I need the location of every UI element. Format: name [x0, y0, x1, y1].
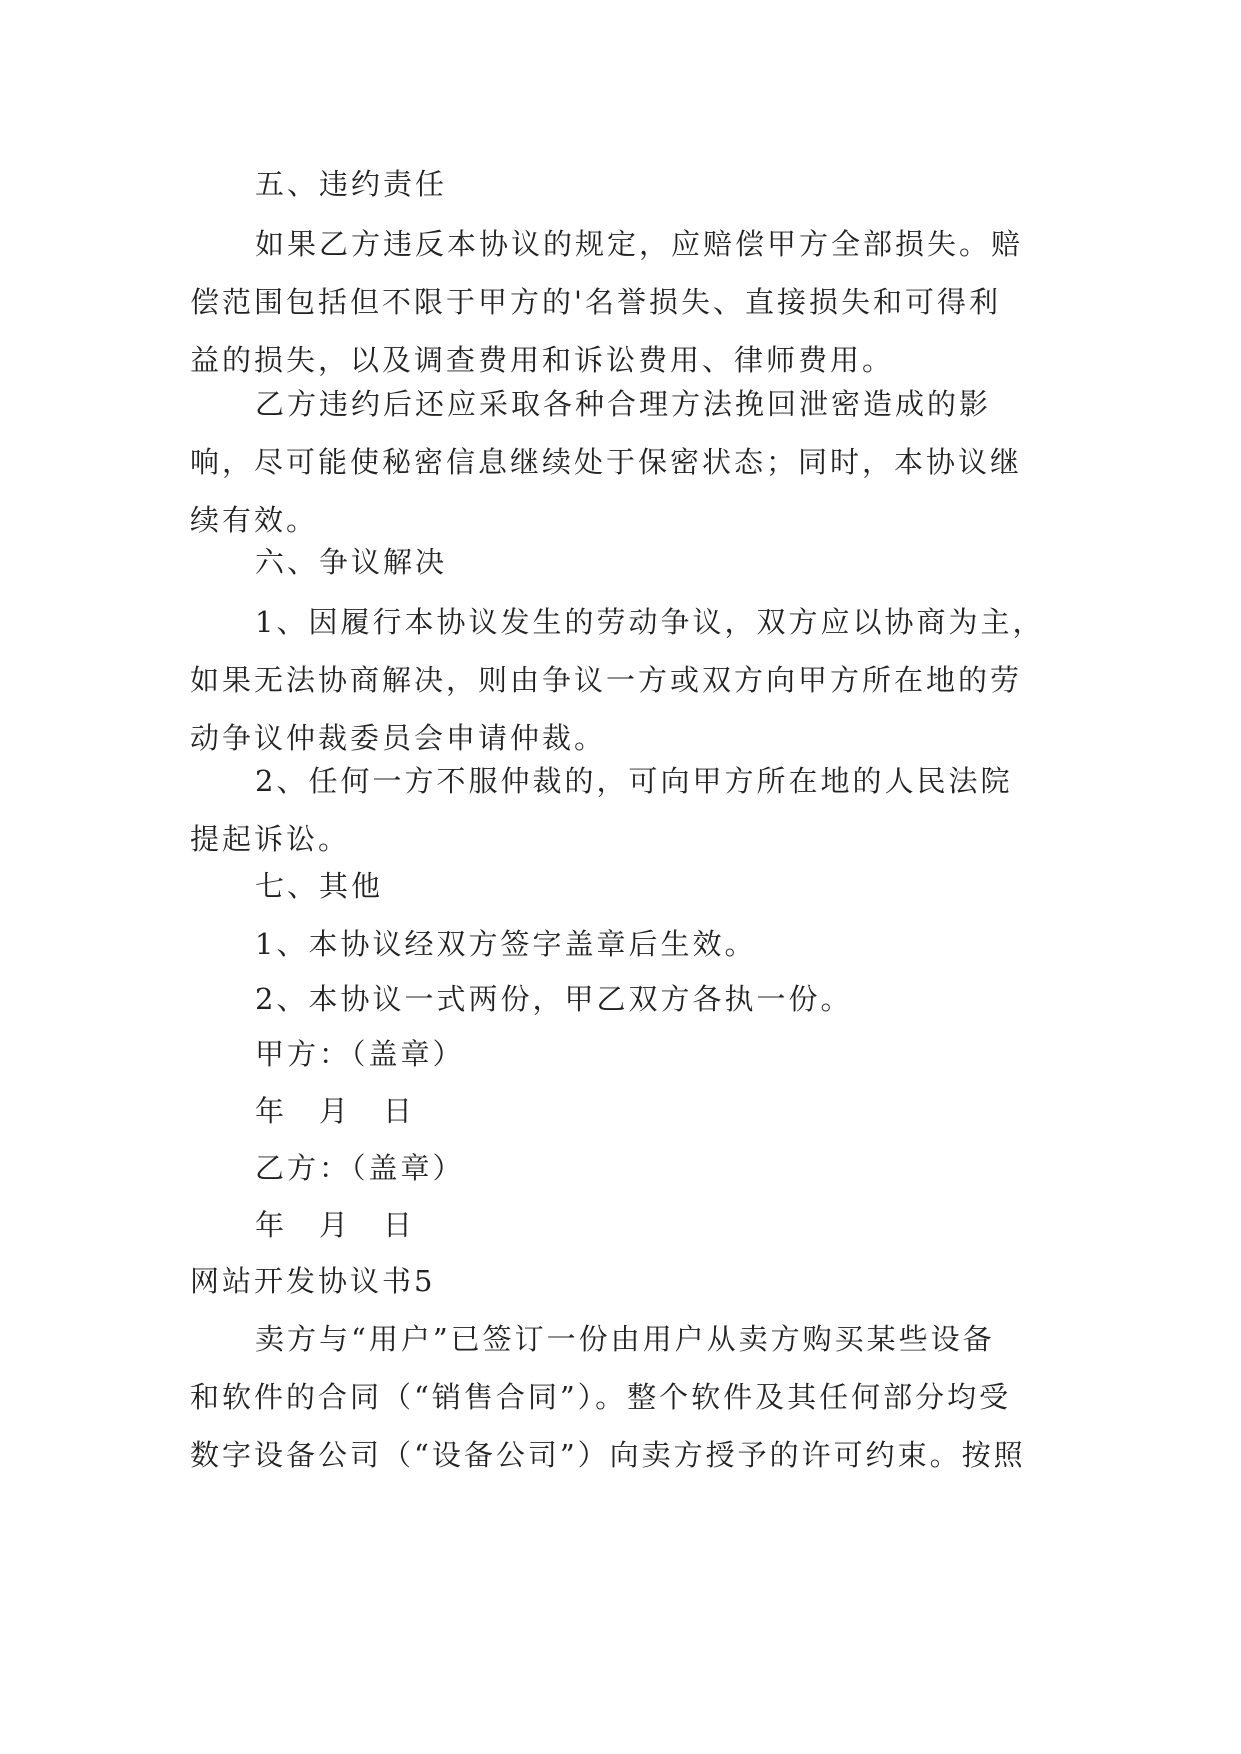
section-heading-other: 七、其他	[255, 869, 384, 903]
signature-party-a: 甲方：（盖章）	[255, 1037, 465, 1071]
document-title: 网站开发协议书5	[190, 1264, 436, 1298]
signature-party-b-date: 年 月 日	[255, 1208, 416, 1242]
signature-party-a-date: 年 月 日	[255, 1094, 416, 1128]
paragraph-arbitration: 1、因履行本协议发生的劳动争议，双方应以协商为主， 如果无法协商解决，则由争议一方或双方向甲方所在地的劳 动争议仲裁委员会申请仲裁。	[190, 605, 1045, 755]
paragraph-litigation: 2、任何一方不服仲裁的，可向甲方所在地的人民法院 提起诉讼。	[190, 764, 1013, 856]
paragraph-remedy: 乙方违约后还应采取各种合理方法挽回泄密造成的影 响，尽可能使秘密信息继续处于保密状态；同时，本协议继 续有效。	[190, 387, 1023, 537]
paragraph-copies: 2、本协议一式两份，甲乙双方各执一份。	[255, 982, 853, 1016]
section-heading-breach: 五、违约责任	[255, 167, 448, 201]
paragraph-compensation: 如果乙方违反本协议的规定，应赔偿甲方全部损失。赔 偿范围包括但不限于甲方的'名誉损失、直接损失和可得利 益的损失，以及调查费用和诉讼费用、律师费用。	[190, 227, 1024, 377]
section-heading-dispute: 六、争议解决	[255, 545, 448, 579]
signature-party-b: 乙方：（盖章）	[255, 1151, 465, 1185]
paragraph-license: 卖方与“用户”已签订一份由用户从卖方购买某些设备 和软件的合同（“销售合同”）。整个软件及其任何部分均受 数字设备公司（“设备公司”）向卖方授予的许可约束。按照	[190, 1322, 1026, 1472]
paragraph-effective: 1、本协议经双方签字盖章后生效。	[255, 927, 757, 961]
